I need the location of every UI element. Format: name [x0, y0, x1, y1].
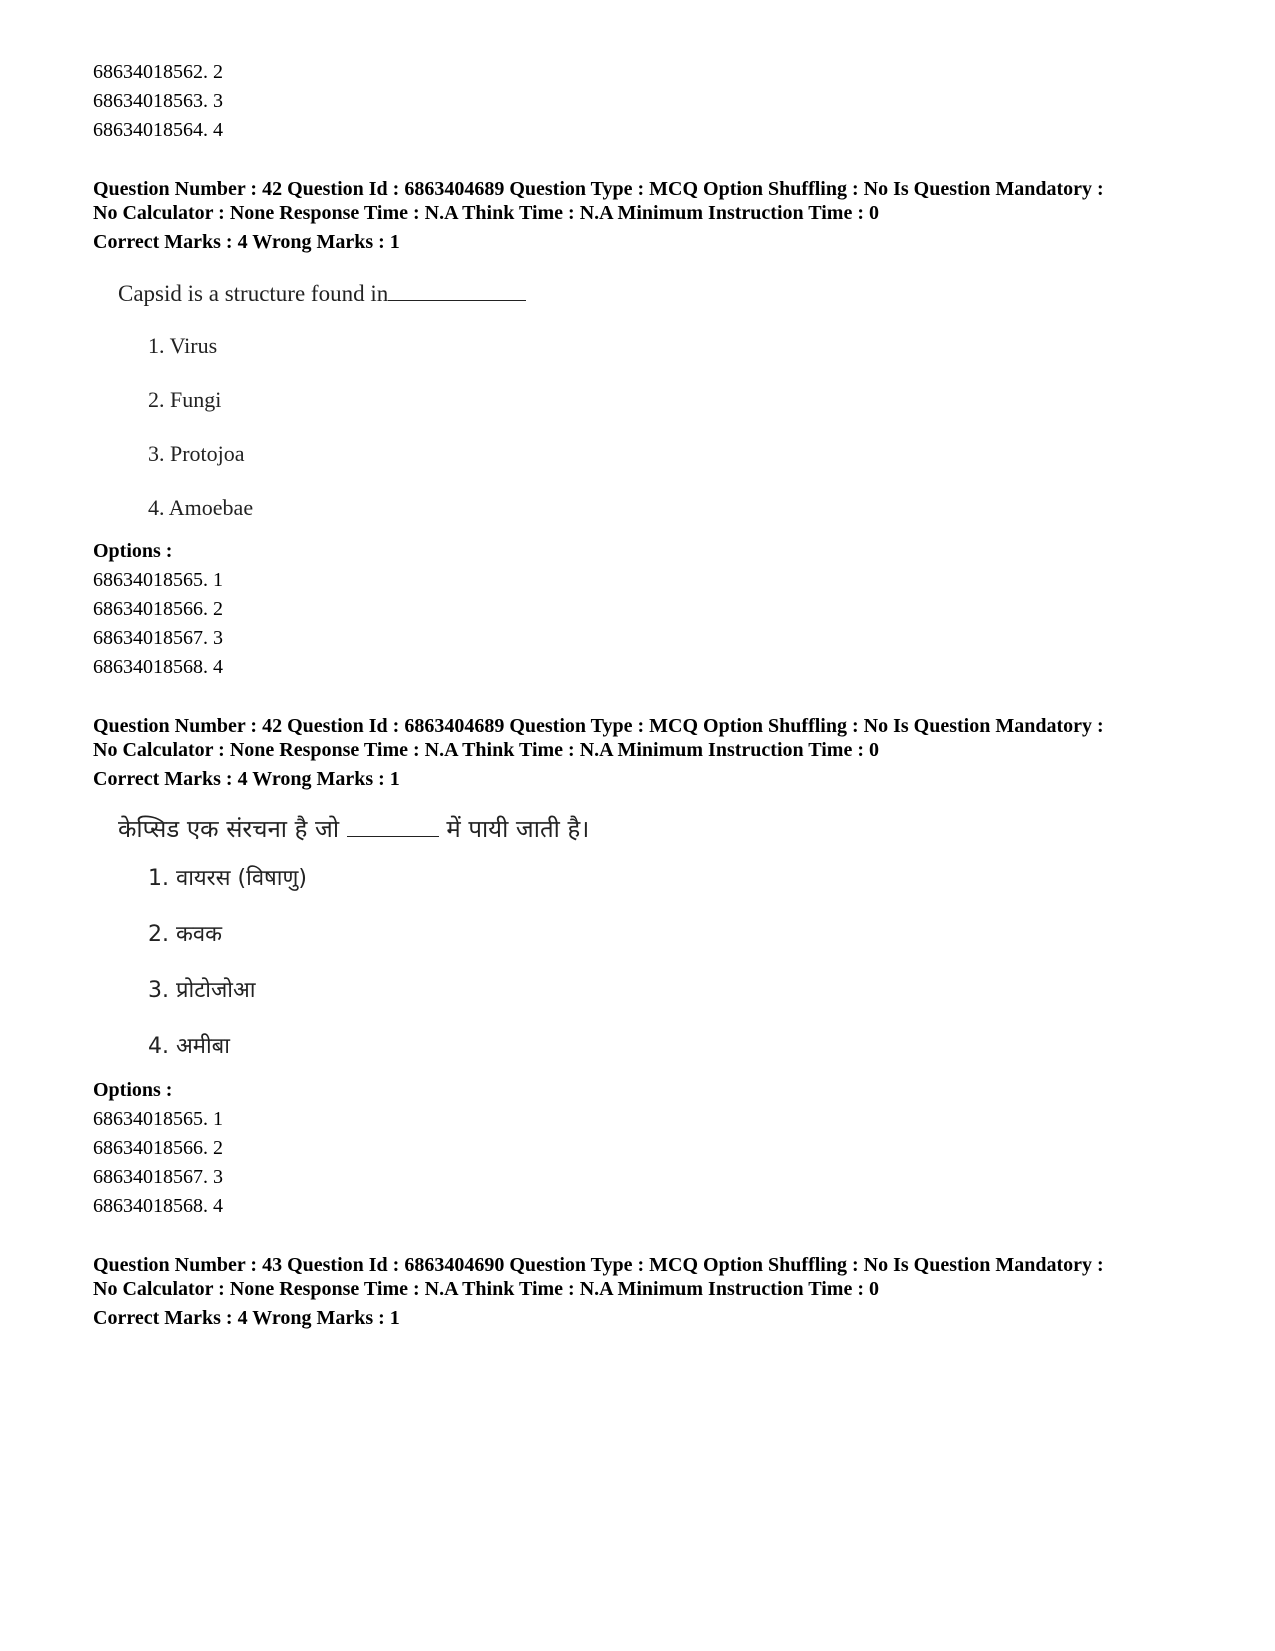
answer-blank [347, 816, 439, 837]
choice-item: 1. वायरस (विषाणु) [148, 866, 307, 891]
option-line: 68634018566. 2 [93, 1137, 223, 1159]
question-meta-line: Question Number : 43 Question Id : 6863404690 Question Type : MCQ Option Shuffling : No Is Question Mandatory : [93, 1254, 1104, 1276]
question-stem [118, 814, 1193, 844]
question-stem-text: केप्सिड एक संरचना है जो [118, 815, 340, 843]
question-meta-line: No Calculator : None Response Time : N.A Think Time : N.A Minimum Instruction Time : 0 [93, 202, 879, 224]
question-meta-line: No Calculator : None Response Time : N.A Think Time : N.A Minimum Instruction Time : 0 [93, 1278, 879, 1300]
option-line: 68634018564. 4 [93, 119, 223, 141]
choice-item: 2. Fungi [148, 387, 222, 412]
option-line: 68634018566. 2 [93, 598, 223, 620]
choice-item: 3. Protojoa [148, 441, 245, 466]
option-line: 68634018562. 2 [93, 61, 223, 83]
question-marks: Correct Marks : 4 Wrong Marks : 1 [93, 231, 400, 253]
question-stem [118, 279, 1193, 309]
option-line: 68634018567. 3 [93, 1166, 223, 1188]
options-label: Options : [93, 1079, 173, 1101]
question-meta-line: Question Number : 42 Question Id : 6863404689 Question Type : MCQ Option Shuffling : No Is Question Mandatory : [93, 178, 1104, 200]
question-marks: Correct Marks : 4 Wrong Marks : 1 [93, 768, 400, 790]
choice-item: 4. अमीबा [148, 1034, 230, 1059]
question-meta-line: No Calculator : None Response Time : N.A Think Time : N.A Minimum Instruction Time : 0 [93, 739, 879, 761]
option-line: 68634018568. 4 [93, 1195, 223, 1217]
choice-item: 1. Virus [148, 333, 218, 358]
option-line: 68634018565. 1 [93, 1108, 223, 1130]
document-page [93, 58, 1193, 1333]
option-line: 68634018567. 3 [93, 627, 223, 649]
option-line: 68634018565. 1 [93, 569, 223, 591]
options-label: Options : [93, 540, 173, 562]
choice-item: 3. प्रोटोजोआ [148, 978, 256, 1003]
question-stem-text: Capsid is a structure found in [118, 281, 389, 306]
question-meta-line: Question Number : 42 Question Id : 6863404689 Question Type : MCQ Option Shuffling : No Is Question Mandatory : [93, 715, 1104, 737]
option-line: 68634018563. 3 [93, 90, 223, 112]
choice-item: 2. कवक [148, 922, 223, 947]
previous-question-options [93, 58, 1193, 145]
option-line: 68634018568. 4 [93, 656, 223, 678]
answer-blank [388, 280, 526, 301]
question-stem-text: में पायी जाती है। [446, 815, 590, 843]
question-42-hindi [93, 714, 1193, 1221]
question-42-english [93, 177, 1193, 682]
choice-item: 4. Amoebae [148, 495, 254, 520]
question-43 [93, 1253, 1193, 1333]
question-marks: Correct Marks : 4 Wrong Marks : 1 [93, 1307, 400, 1329]
